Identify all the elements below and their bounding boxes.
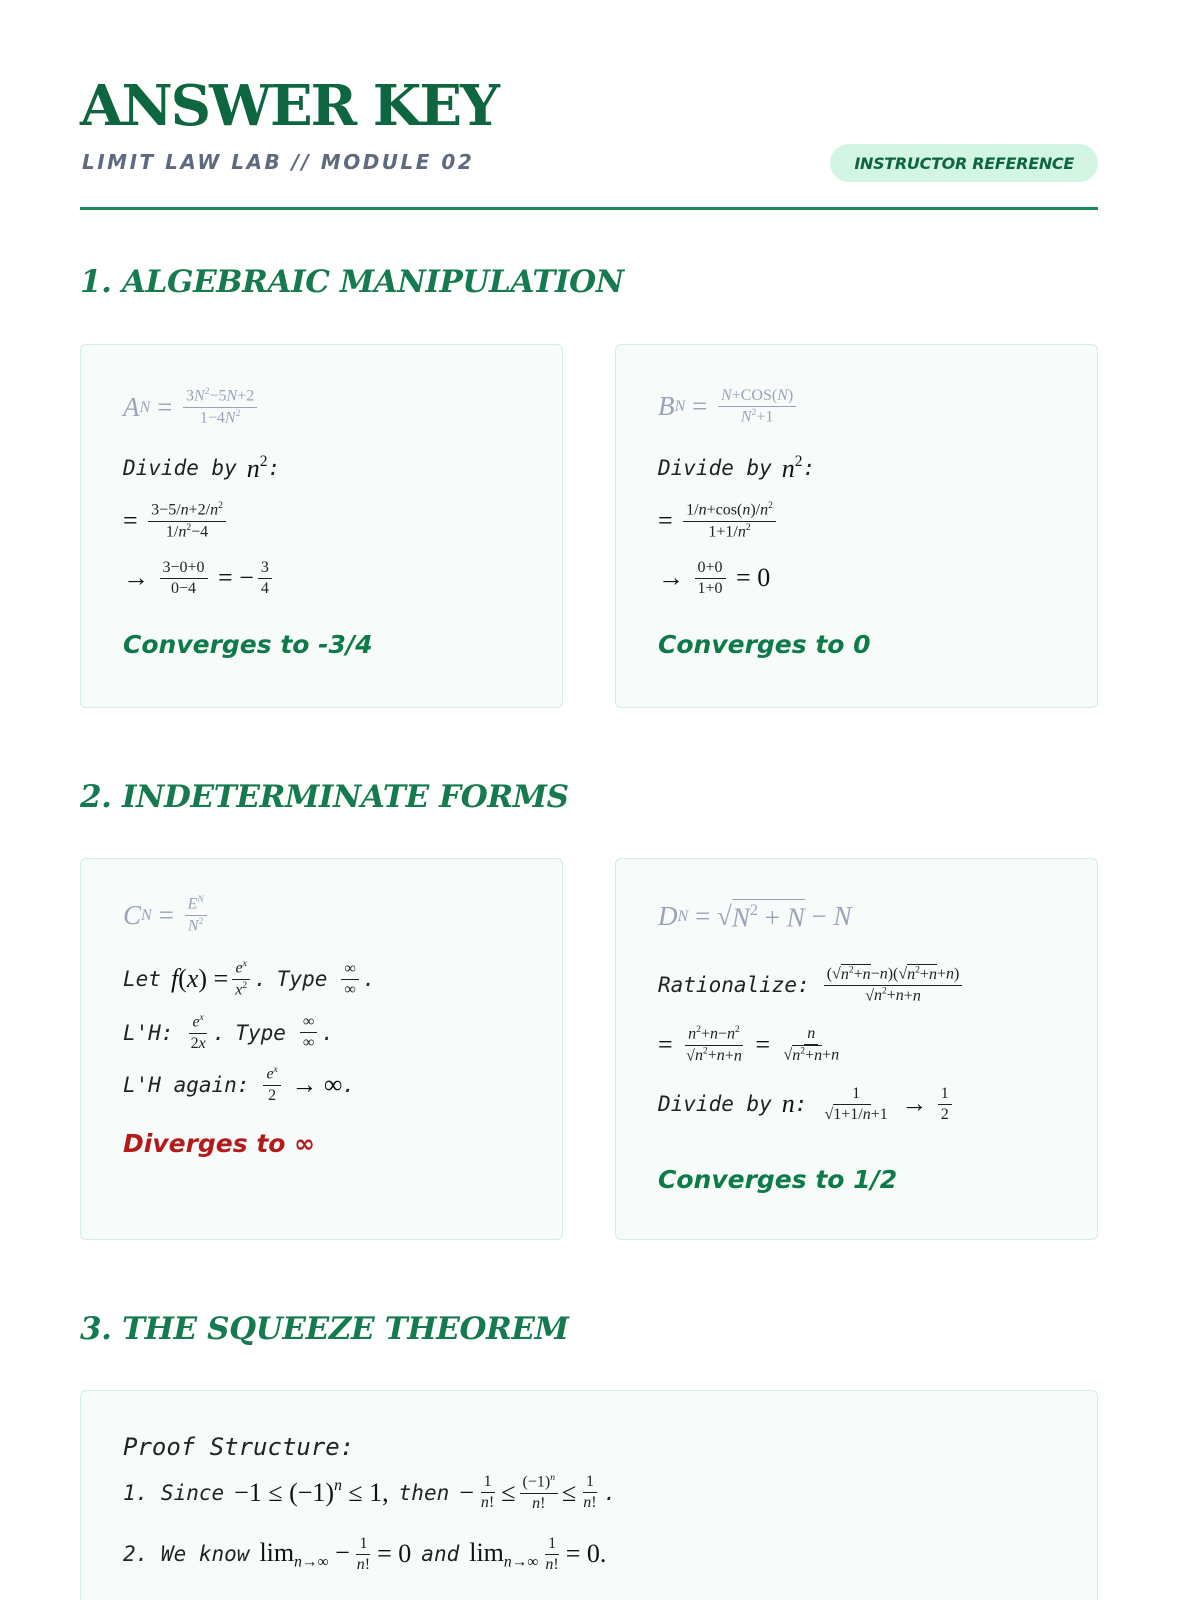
card-c-sequence [80,858,563,1240]
page-title: ANSWER KEY [80,73,499,139]
card-d-step-simplify: = $\frac{n^2+n-n^2}{√n^2+n+n}$ = $\frac{n}{√n^2+n+n}$ [658,1024,840,1065]
card-d-step-divide: Divide by n : $\frac{1}{√1+1/n+1}$ → $\frac{1}{2}$ [658,1085,956,1124]
card-c-definition: C N = $\frac{E^N}{N^2}$ [123,895,211,935]
card-d-definition: D N = √ $N^2 + N$ − N [658,900,852,933]
proof-step-1: 1. Since $-1 \le (-1)^n \le 1$, then − $\frac{1}{n!}$ ≤ $\frac{(-1)^n}{n!}$ ≤ $\frac{1}{n!}$ . [123,1472,617,1512]
section-heading-indeterminate: 2. INDETERMINATE FORMS [80,779,569,815]
card-a-sequence [80,344,563,708]
page-subtitle: LIMIT LAW LAB // MODULE 02 [82,150,475,174]
card-b-step-divide: Divide by $n^2$ : [658,453,816,483]
card-a-step-rewrite: = $\frac{3-5/n+2/n^2}{1/n^2-4}$ [123,501,230,541]
card-b-sequence [615,344,1098,708]
card-b-step-limit: → $\frac{0+0}{1+0}$ = 0 [658,559,771,597]
card-c-step-let: Let f(x) = $\frac{e^x}{x^2}$ . Type $\frac{\infty}{\infty}$ . [123,958,376,999]
card-d-step-rationalize: Rationalize: $\frac{(√n^2+n-n)(√n^2+n+n)}{√n^2+n+n}$ [658,965,966,1005]
card-b-definition: B N = $\frac{\text{N+COS(N)}}{N^2+1}$ [658,387,800,427]
card-d-sequence [615,858,1098,1240]
card-c-result: Diverges to ∞ [123,1129,315,1158]
proof-heading: Proof Structure: [123,1433,355,1461]
card-a-step-divide: Divide by $n^2$ : [123,453,281,483]
section-heading-algebraic: 1. ALGEBRAIC MANIPULATION [80,264,624,300]
card-a-step-limit: → $\frac{3-0+0}{0-4}$ = − $\frac{3}{4}$ [123,559,276,598]
instructor-reference-badge: INSTRUCTOR REFERENCE [830,144,1098,182]
card-a-definition: A N = $\frac{3N^2-5N+2}{1-4N^2}$ [123,387,261,427]
card-d-result: Converges to 1/2 [658,1165,898,1194]
card-c-step-lhopital-again: L'H again: $\frac{e^x}{2}$ → ∞ . [123,1064,356,1104]
section-heading-squeeze: 3. THE SQUEEZE THEOREM [80,1311,569,1347]
card-b-step-rewrite: = $\frac{1/n+\cos(n)/n^2}{1+1/n^2}$ [658,501,780,541]
card-a-result: Converges to -3/4 [123,630,373,659]
card-squeeze-proof [80,1390,1098,1600]
card-b-result: Converges to 0 [658,630,871,659]
proof-step-2: 2. We know $\lim_{n\to\infty}$ − $\frac{1}{n!}$ = 0 and $\lim_{n\to\infty}$ $\frac{1}{n!}$ = 0. [123,1535,607,1573]
card-c-step-lhopital: L'H: $\frac{e^x}{2x}$ . Type $\frac{\infty}{\infty}$ . [123,1012,334,1052]
header-divider [80,207,1098,210]
